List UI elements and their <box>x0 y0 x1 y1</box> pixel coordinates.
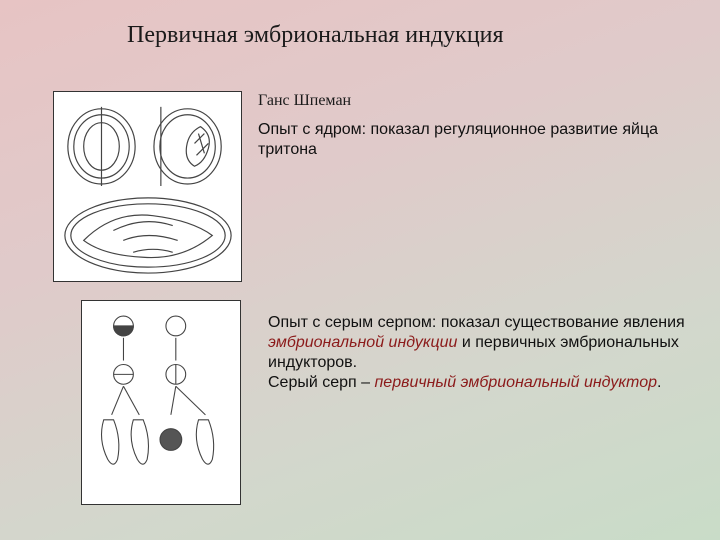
author-name: Ганс Шпеман <box>258 92 352 109</box>
experiment2-part4: . <box>657 374 662 391</box>
grey-crescent-experiment-drawing <box>82 301 240 504</box>
primary-inductor-term: первичный эмбриональный индуктор <box>374 374 657 391</box>
slide-title: Первичная эмбриональная индукция <box>127 22 504 48</box>
embryonic-induction-term: эмбриональной индукции <box>268 334 458 351</box>
experiment2-part3: Серый серп – <box>268 374 375 391</box>
nucleus-experiment-figure <box>53 91 242 282</box>
nucleus-experiment-text: Опыт с ядром: показал регуляционное развитие яйца тритона <box>258 121 659 158</box>
experiment2-part2: и первичных эмбриональных индукторов. <box>268 334 679 371</box>
experiment2-part1: Опыт с серым серпом: показал существование явления <box>268 314 685 331</box>
nucleus-experiment-drawing <box>54 92 241 281</box>
grey-crescent-experiment-text <box>268 313 713 393</box>
grey-crescent-experiment-figure <box>81 300 241 505</box>
